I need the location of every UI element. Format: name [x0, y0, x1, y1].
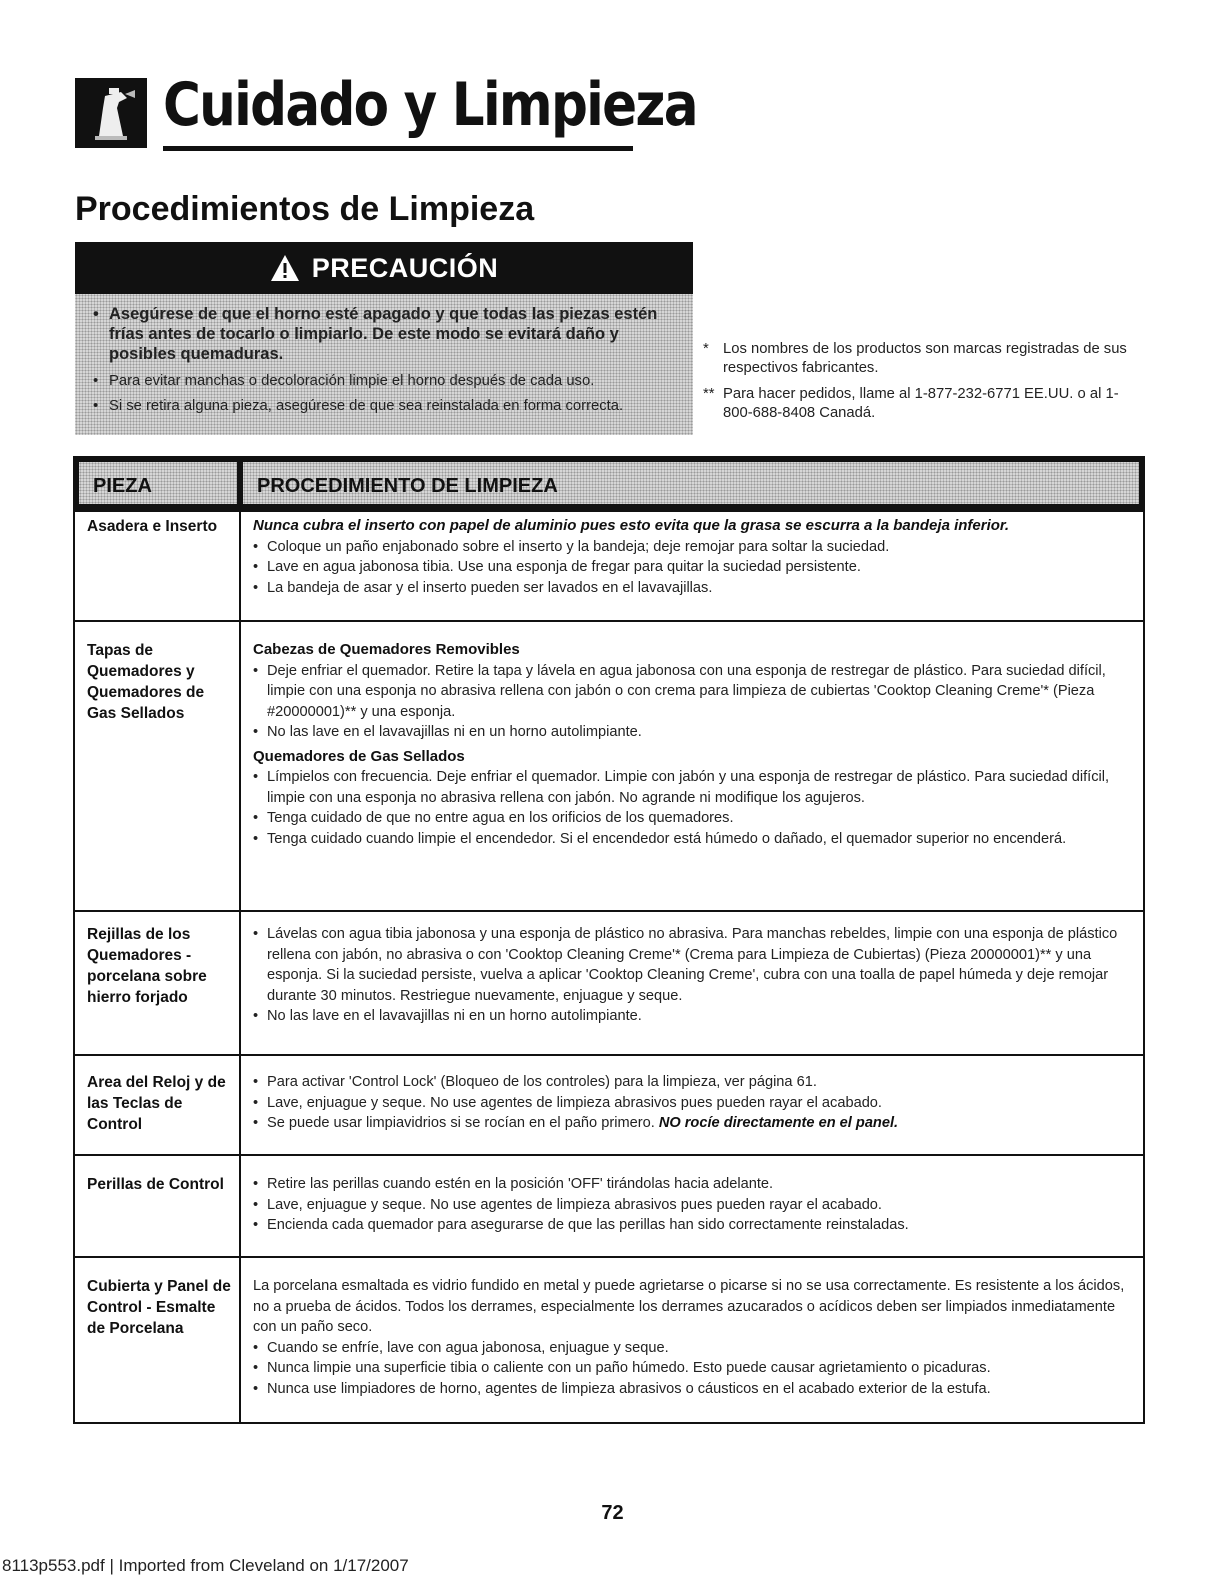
footnote-text: Para hacer pedidos, llame al 1-877-232-6771 EE.UU. o al 1-800-688-8408 Canadá. [723, 386, 1119, 421]
list-item: • No las lave en el lavavajillas ni en un horno autolimpiante. [253, 1006, 1135, 1027]
header-rule [163, 146, 633, 151]
list-item: • Para activar 'Control Lock' (Bloqueo de los controles) para la limpieza, ver página 61. [253, 1072, 1135, 1093]
spray-bottle-icon [75, 78, 147, 148]
list-item: • Nunca limpie una superficie tibia o caliente con un paño húmedo. Esto puede causar agrietamiento o picaduras. [253, 1358, 1135, 1379]
caution-item: • Asegúrese de que el horno esté apagado y que todas las piezas estén frías antes de tocarlo o limpiarlo. De este modo se evitará daño y posibles quemaduras. [87, 304, 683, 364]
caution-body [75, 294, 693, 435]
warning-triangle-icon [270, 254, 300, 282]
list-item: • Lávelas con agua tibia jabonosa y una esponja de plástico no abrasiva. Para manchas rebeldes, limpie con una esponja de plástico rellena con jabón, no abrasiva o con 'Cooktop Cleaning Creme'* (Crema para Limpieza de Cubiertas) (Pieza 20000001)** y una esponja. Si la suciedad persiste, vuelva a aplicar 'Cooktop Cleaning Creme', cubra con una toalla de papel húmeda y deje remojar durante 30 minutos. Restriegue nuevamente, enjuague y seque. [253, 924, 1135, 1006]
list-item-text: Se puede usar limpiavidrios si se rocían en el paño primero. [267, 1115, 655, 1131]
caution-header [75, 242, 693, 294]
list-item: • Retire las perillas cuando estén en la posición 'OFF' tirándolas hacia adelante. [253, 1174, 1135, 1195]
warning-text: Nunca cubra el inserto con papel de aluminio pues esto evita que la grasa se escurra a la bandeja inferior. [253, 517, 1010, 534]
column-header-pieza: PIEZA [79, 462, 237, 504]
list-item: • Lave en agua jabonosa tibia. Use una esponja de fregar para quitar la suciedad persistente. [253, 557, 1135, 578]
list-item: • No las lave en el lavavajillas ni en un horno autolimpiante. [253, 722, 1135, 743]
footnote-mark: ** [703, 386, 715, 402]
caution-item: • Si se retira alguna pieza, asegúrese de que sea reinstalada en forma correcta. [87, 397, 683, 416]
list-item: • Encienda cada quemador para asegurarse de que las perillas han sido correctamente reinstaladas. [253, 1215, 1135, 1236]
paragraph: La porcelana esmaltada es vidrio fundido en metal y puede agrietarse o picarse si no se usa correctamente. Es resistente a los ácidos, no a prueba de ácidos. Todos los derrames, especialmente los derrames azucarados o acídicos deben ser limpiados inmediatamente con un paño seco. [253, 1278, 1125, 1335]
list-item: • Coloque un paño enjabonado sobre el inserto y la bandeja; deje remojar para soltar la suciedad. [253, 537, 1135, 558]
row-divider [75, 910, 1143, 912]
table-row-pieza: Tapas de Quemadores y Quemadores de Gas Sellados [87, 642, 205, 722]
table-row-procedure [253, 1072, 1135, 1134]
list-item: • Límpielos con frecuencia. Deje enfriar el quemador. Limpie con jabón y una esponja de restregar de plástico. Para suciedad difícil, limpie con una esponja no abrasiva rellena con jabón. No agrande ni modifique los agujeros. [253, 767, 1135, 808]
footnote [703, 340, 1143, 378]
subheading: Quemadores de Gas Sellados [253, 747, 465, 765]
footer-text: 8113p553.pdf | Imported from Cleveland on 1/17/2007 [2, 1556, 409, 1575]
row-divider [75, 1054, 1143, 1056]
list-item: • Tenga cuidado de que no entre agua en los orificios de los quemadores. [253, 808, 1135, 829]
page-header [75, 70, 697, 155]
list-item: • Nunca use limpiadores de horno, agentes de limpieza abrasivos o cáusticos en el acabado exterior de la estufa. [253, 1379, 1135, 1400]
row-divider [75, 620, 1143, 622]
row-divider [75, 1256, 1143, 1258]
list-item: • Cuando se enfríe, lave con agua jabonosa, enjuague y seque. [253, 1338, 1135, 1359]
list-item: • Deje enfriar el quemador. Retire la tapa y lávela en agua jabonosa con una esponja de restregar de plástico. Para suciedad difícil, limpie con una esponja no abrasiva rellena con jabón o con crema para limpieza de cubiertas 'Cooktop Cleaning Creme'* (Pieza #20000001)** y una esponja. [253, 661, 1135, 723]
caution-box [75, 242, 693, 435]
list-item: • La bandeja de asar y el inserto pueden ser lavados en el lavavajillas. [253, 578, 1135, 599]
column-divider [239, 512, 241, 1424]
table-row-pieza: Asadera e Inserto [87, 518, 218, 535]
table-row-procedure [253, 640, 1135, 849]
table-row-procedure [253, 1276, 1135, 1399]
list-item: • Lave, enjuague y seque. No use agentes de limpieza abrasivos pues pueden rayar el acabado. [253, 1093, 1135, 1114]
table-header [75, 458, 1143, 512]
table-row-procedure [253, 516, 1135, 598]
table-row-pieza: Perillas de Control [87, 1176, 224, 1193]
table-row-pieza: Rejillas de los Quemadores - porcelana sobre hierro forjado [87, 926, 207, 1006]
column-header-procedimiento: PROCEDIMIENTO DE LIMPIEZA [243, 462, 1139, 504]
footnotes [703, 340, 1143, 430]
cleaning-table [73, 456, 1145, 1424]
footnote [703, 385, 1143, 423]
caution-title: PRECAUCIÓN [311, 252, 499, 283]
warning-text: NO rocíe directamente en el panel. [658, 1115, 899, 1131]
table-row-pieza: Cubierta y Panel de Control - Esmalte de Porcelana [87, 1278, 231, 1337]
footnote-text: Los nombres de los productos son marcas registradas de sus respectivos fabricantes. [723, 341, 1127, 376]
table-row-pieza: Area del Reloj y de las Teclas de Control [87, 1074, 226, 1133]
list-item: • Tenga cuidado cuando limpie el encendedor. Si el encendedor está húmedo o dañado, el quemador superior no encenderá. [253, 829, 1135, 850]
list-item [253, 1113, 1135, 1134]
list-item: • Lave, enjuague y seque. No use agentes de limpieza abrasivos pues pueden rayar el acabado. [253, 1195, 1135, 1216]
subheading: Cabezas de Quemadores Removibles [253, 641, 520, 658]
row-divider [75, 1154, 1143, 1156]
table-row-procedure [253, 924, 1135, 1027]
page-number: 72 [601, 1502, 624, 1524]
section-title: Procedimientos de Limpieza [75, 190, 535, 228]
caution-item: • Para evitar manchas o decoloración limpie el horno después de cada uso. [87, 372, 683, 391]
footnote-mark: * [703, 341, 709, 357]
table-row-procedure [253, 1174, 1135, 1236]
header-title: Cuidado y Limpieza [163, 70, 697, 140]
